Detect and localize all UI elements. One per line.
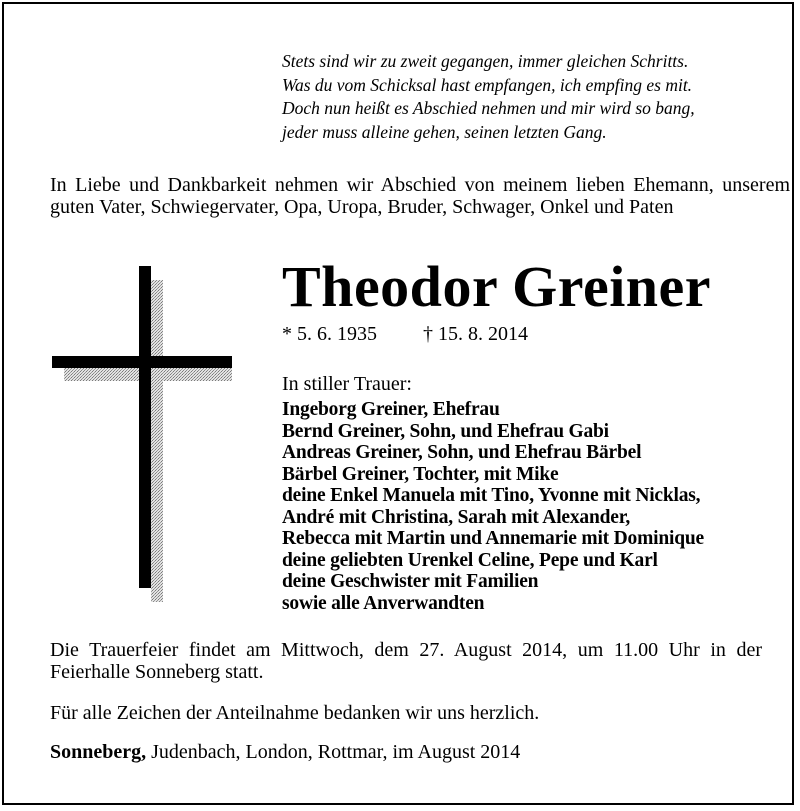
- mourner-line: deine Geschwister mit Familien: [282, 571, 539, 592]
- mourning-label: In stiller Trauer:: [282, 373, 412, 395]
- location-rest: Judenbach, London, Rottmar, im August 2014: [146, 741, 521, 763]
- mourner-line: deine geliebten Urenkel Celine, Pepe und Karl: [282, 549, 658, 571]
- location-date-line: [50, 741, 520, 763]
- mourner-line: Bernd Greiner, Sohn, und Ehefrau Gabi: [282, 420, 609, 442]
- death-date: † 15. 8. 2014: [423, 323, 528, 345]
- mourners-list: [282, 399, 704, 614]
- life-dates: [282, 322, 528, 346]
- mourner-line: Bärbel Greiner, Tochter, mit Mike: [282, 463, 559, 485]
- poem-line: Doch nun heißt es Abschied nehmen und mir wird so bang,: [282, 98, 695, 118]
- birth-date: * 5. 6. 1935: [282, 323, 377, 345]
- mourner-line: André mit Christina, Sarah mit Alexander,: [282, 506, 631, 528]
- mourner-line: Ingeborg Greiner, Ehefrau: [282, 399, 500, 420]
- poem: [282, 50, 695, 144]
- cross-shape: [52, 266, 232, 588]
- cross-icon: [50, 266, 236, 606]
- poem-line: jeder muss alleine gehen, seinen letzten Gang.: [282, 121, 607, 142]
- poem-line: Was du vom Schicksal hast empfangen, ich empfing es mit.: [282, 74, 693, 95]
- intro-text: In Liebe und Dankbarkeit nehmen wir Abschied von meinem lieben Ehemann, unserem guten Vater, Schwiegervater, Opa, Uropa, Bruder, Schwager, Onkel und Paten: [50, 174, 790, 218]
- deceased-name: Theodor Greiner: [282, 254, 712, 319]
- mourner-line: sowie alle Anverwandten: [282, 592, 485, 614]
- funeral-info: Die Trauerfeier findet am Mittwoch, dem 27. August 2014, um 11.00 Uhr in der Feierhalle Sonneberg statt.: [50, 639, 762, 683]
- thanks-text: Für alle Zeichen der Anteilnahme bedanken wir uns herzlich.: [50, 702, 540, 724]
- location-city: Sonneberg,: [50, 741, 147, 763]
- poem-line: Stets sind wir zu zweit gegangen, immer gleichen Schritts.: [282, 51, 689, 71]
- obituary-notice: [2, 2, 794, 805]
- mourner-line: deine Enkel Manuela mit Tino, Yvonne mit Nicklas,: [282, 485, 701, 506]
- mourner-line: Rebecca mit Martin und Annemarie mit Dominique: [282, 528, 704, 549]
- mourner-line: Andreas Greiner, Sohn, und Ehefrau Bärbel: [282, 442, 642, 463]
